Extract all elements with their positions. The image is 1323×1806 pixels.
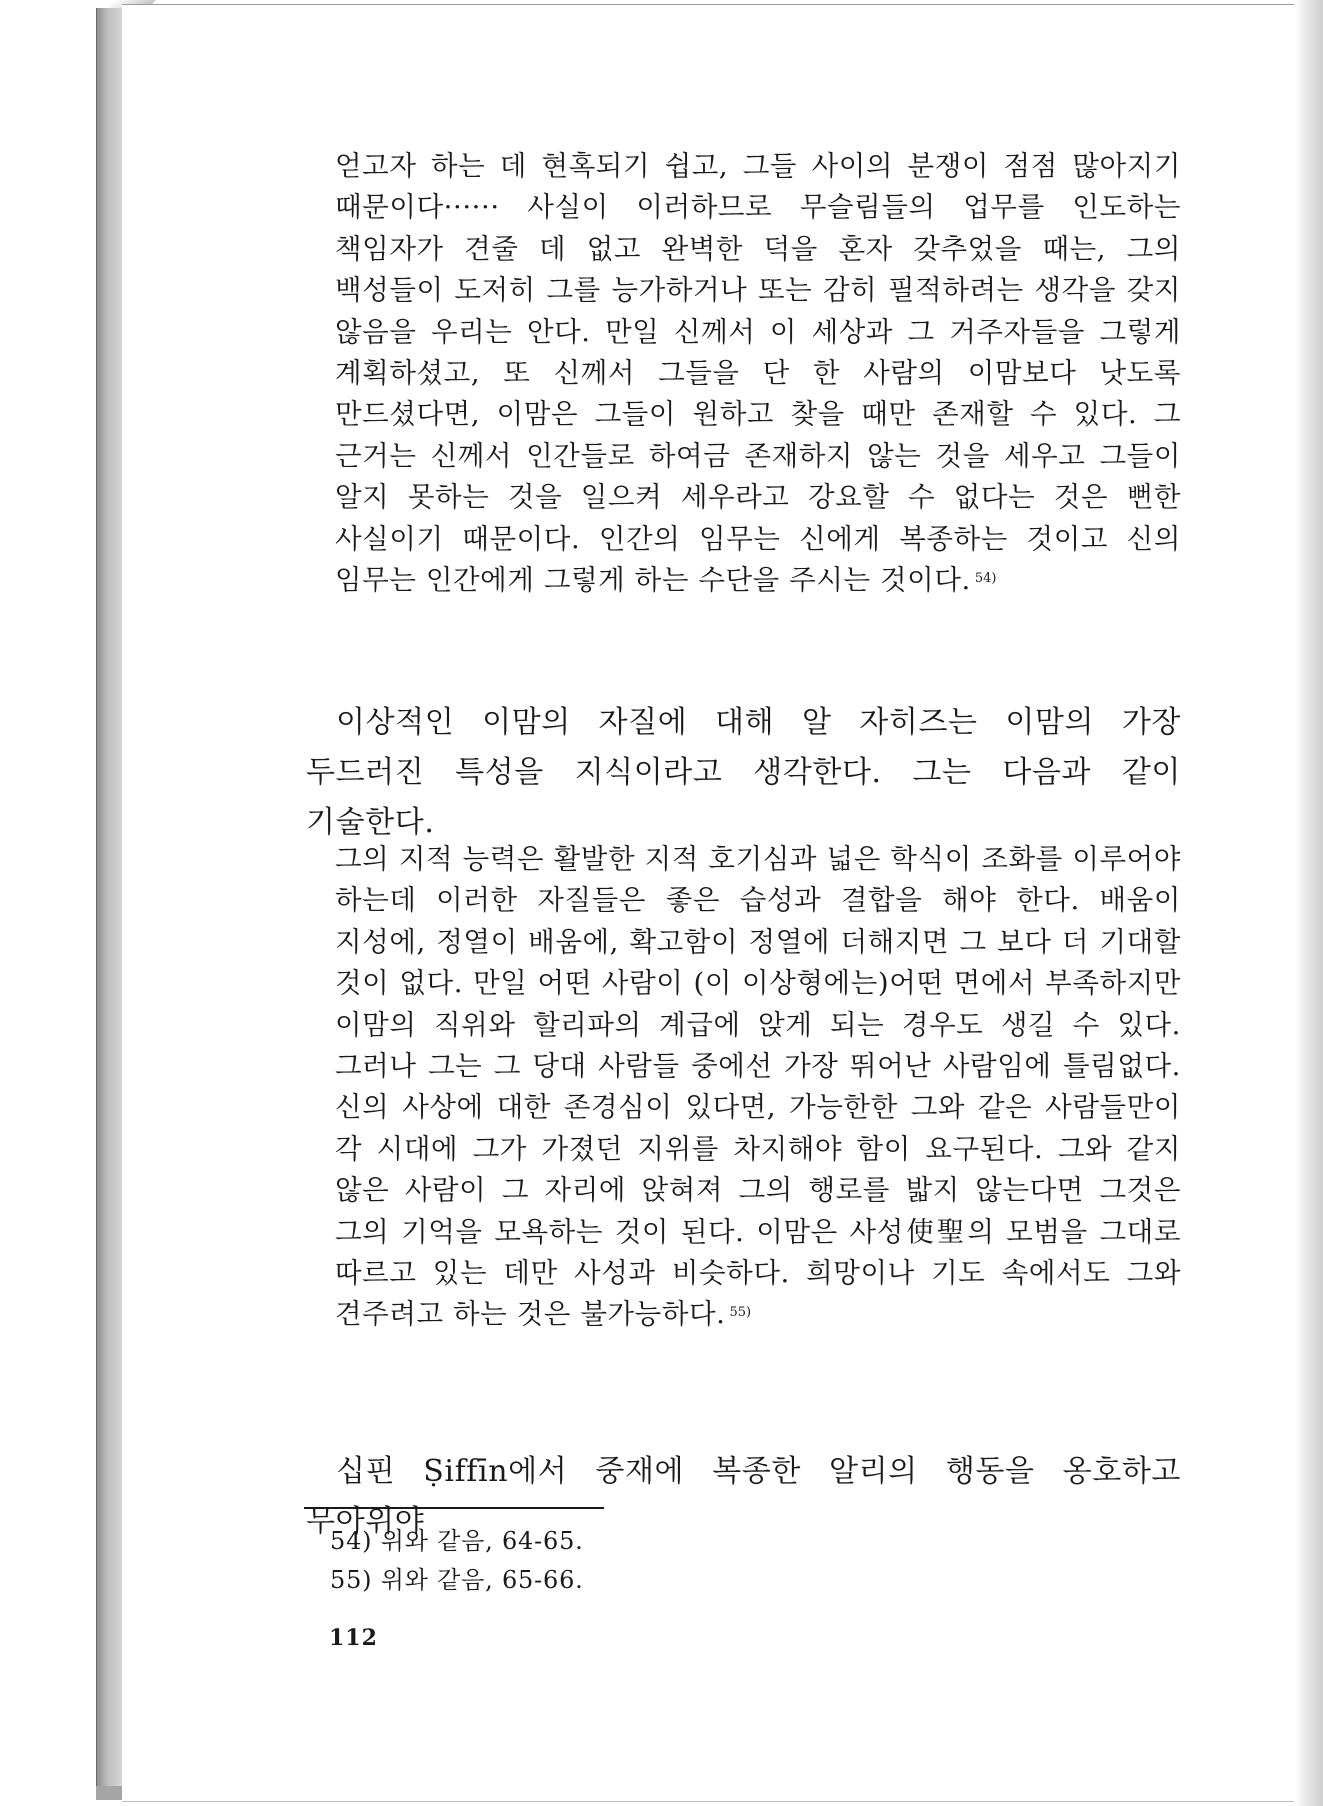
block-quote-1-text: 얻고자 하는 데 현혹되기 쉽고, 그들 사이의 분쟁이 점점 많아지기 때문이다······ 사실이 이러하므로 무슬림들의 업무를 인도하는 책임자가 견줄 데 없고 완벽한 덕을 혼자 갖추었을 때는, 그의 백성들이 도저히 그를 능가하거나 또는 감히 필적하려는 생각을 갖지 않음을 우리는 안다. 만일 신께서 이 세상과 그 거주자들을 그렇게 계획하셨고, 또 신께서 그들을 단 한 사람의 이맘보다 낫도록 만드셨다면, 이맘은 그들이 원하고 찾을 때만 존재할 수 있다. 그 근거는 신께서 인간들로 하여금 존재하지 않는 것을 세우고 그들이 알지 못하는 것을 일으켜 세우라고 강요할 수 없다는 것은 뻔한 사실이기 때문이다. 인간의 임무는 신에게 복종하는 것이고 신의 임무는 인간에게 그렇게 하는 수단을 주시는 것이다. xyxy=(335,150,1181,597)
body-paragraph-2: 십핀 Ṣiffīn에서 중재에 복종한 알리의 행동을 옹호하고 무아위야 xyxy=(306,1454,1181,1539)
footnote-54: 54) 위와 같음, 64-65. xyxy=(330,1527,584,1555)
block-quote-1 xyxy=(335,146,1181,601)
page-number: 112 xyxy=(329,1625,378,1651)
footnote-ref-54: 54) xyxy=(974,571,997,587)
footnote-separator xyxy=(304,1507,604,1509)
footnote-55: 55) 위와 같음, 65-66. xyxy=(330,1566,584,1594)
footnote-ref-55: 55) xyxy=(729,1305,752,1321)
block-quote-2 xyxy=(335,839,1181,1336)
book-spine-edge xyxy=(96,8,123,1798)
page-shadow xyxy=(1295,0,1323,1806)
block-quote-2-text: 그의 지적 능력은 활발한 지적 호기심과 넓은 학식이 조화를 이루어야 하는데 이러한 자질들은 좋은 습성과 결합을 해야 한다. 배움이 지성에, 정열이 배움에, 확고함이 정열에 더해지면 그 보다 더 기대할 것이 없다. 만일 어떤 사람이 (이 이상형에는)어떤 면에서 부족하지만 이맘의 직위와 할리파의 계급에 앉게 되는 경우도 생길 수 있다. 그러나 그는 그 당대 사람들 중에선 가장 뛰어난 사람임에 틀림없다. 신의 사상에 대한 존경심이 있다면, 가능한한 그와 같은 사람들만이 각 시대에 그가 가졌던 지위를 차지해야 함이 요구된다. 그와 같지 않은 사람이 그 자리에 앉혀져 그의 행로를 밟지 않는다면 그것은 그의 기억을 모욕하는 것이 된다. 이맘은 사성使聖의 모범을 그대로 따르고 있는 데만 사성과 비슷하다. 희망이나 기도 속에서도 그와 견주려고 하는 것은 불가능하다. xyxy=(335,843,1181,1331)
footnote-list xyxy=(330,1522,584,1600)
body-paragraph-1: 이상적인 이맘의 자질에 대해 알 자히즈는 이맘의 가장 두드러진 특성을 지식이라고 생각한다. 그는 다음과 같이 기술한다. xyxy=(306,705,1181,840)
